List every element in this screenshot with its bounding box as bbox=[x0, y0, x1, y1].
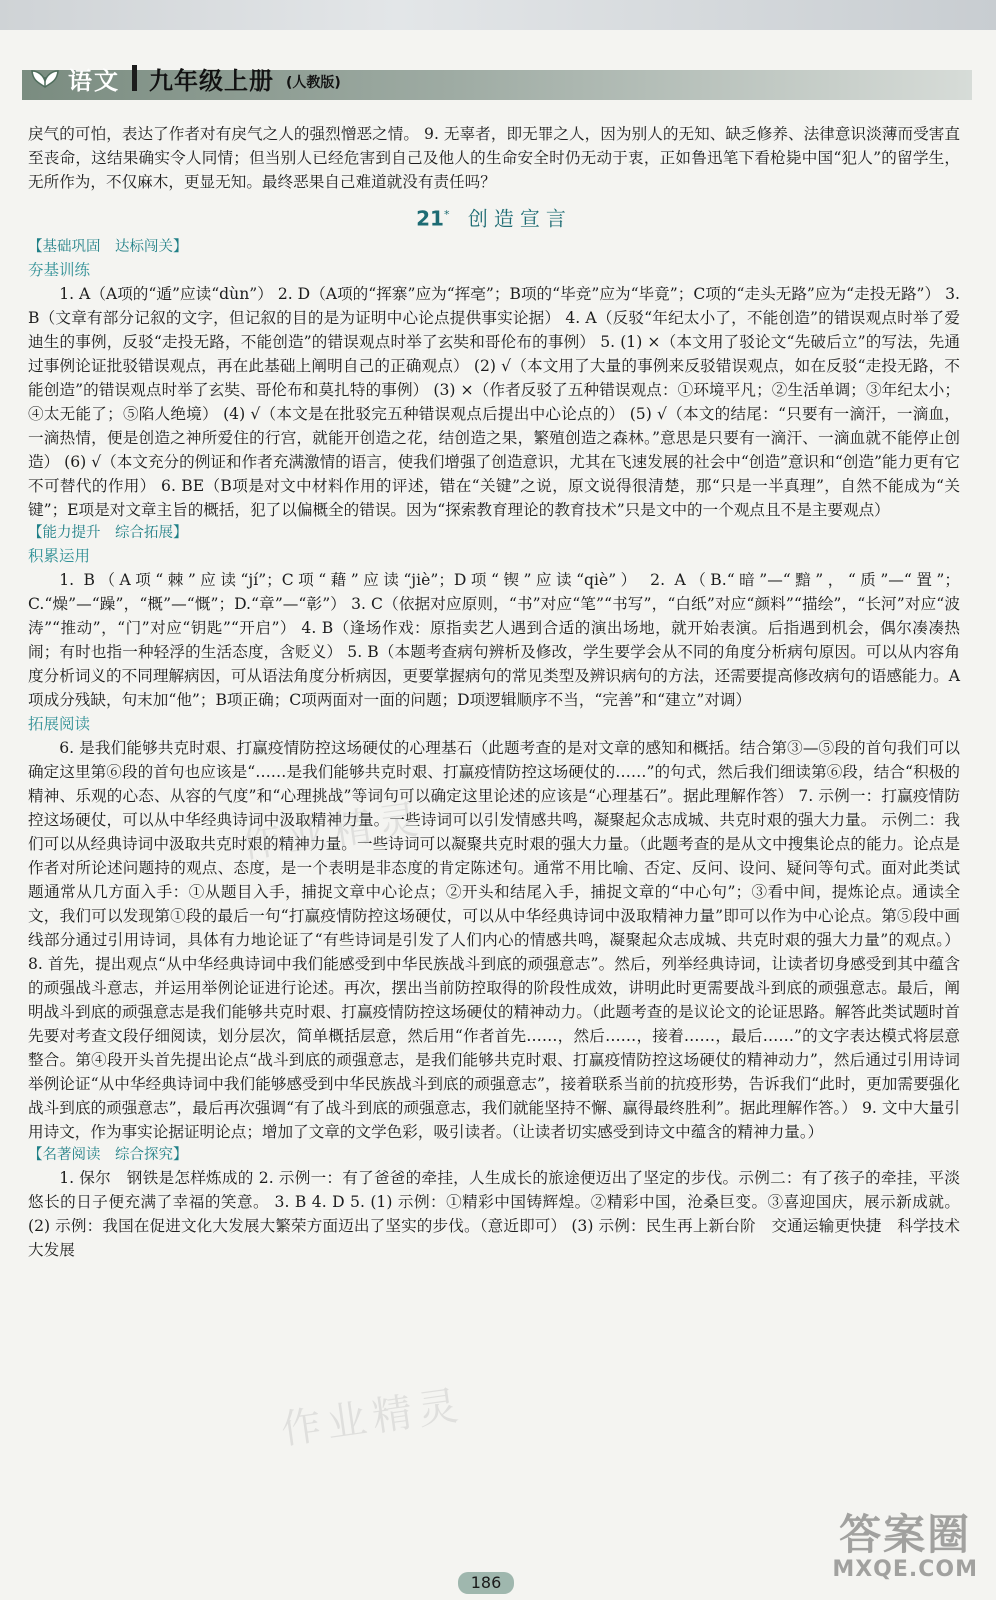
intro-paragraph: 戾气的可怕，表达了作者对有戾气之人的强烈憎恶之情。 9. 无辜者，即无罪之人，因为别人的无知、缺乏修养、法律意识淡薄而受害直至丧命，这结果确实令人同情；但当别人已经危害到自己及他人的生命安全时仍无动于衷，正如鲁迅笔下看枪毙中国“犯人”的留学生，无所作为，不仅麻木，更显无知。最终恶果自己难道就没有责任吗？ bbox=[28, 125, 960, 191]
page-number: 186 bbox=[458, 1572, 514, 1594]
top-band bbox=[0, 0, 996, 30]
site-logo bbox=[832, 1512, 978, 1582]
sub-head-training: 夯基训练 bbox=[28, 260, 91, 279]
header-separator bbox=[132, 65, 137, 91]
watermark: 作业精灵 bbox=[278, 1382, 467, 1454]
answers-reading: 6. 是我们能够共克时艰、打赢疫情防控这场硬仗的心理基石（此题考查的是对文章的感知和概括。结合第③—⑤段的首句我们可以确定这里第⑥段的首句也应该是“……是我们能够共克时艰、打赢疫情防控这场硬仗的……”的句式，然后我们细读第⑥段，结合“积极的精神、乐观的心态、从容的气度”和“心理挑战”等词句可以确定这里论述的应该是“心理基石”。据此理解作答） 7. 示例一：打赢疫情防控这场硬仗，可以从中华经典诗词中汲取精神力量。一些诗词可以引发情感共鸣，凝聚起众志成城、共克时艰的强大力量。 示例二：我们可以从经典诗词中汲取共克时艰的精神力量。一些诗词可以凝聚共克时艰的强大力量。（此题考查的是从文中搜集论点的能力。论点是作者对所论述问题持的观点、态度，是一个表明是非态度的肯定陈述句。通常不用比喻、否定、反问、设问、疑问等句式。面对此类试题通常从几方面入手：①从题目入手，捕捉文章中心论点；②开头和结尾入手，捕捉文章的“中心句”；③看中间，提炼论点。通读全文，我们可以发现第①段的最后一句“打赢疫情防控这场硬仗，可以从中华经典诗词中汲取精神力量”即可以作为中心论点。第⑤段中画线部分通过引用诗词，具体有力地论证了“有些诗词是引发了人们内心的情感共鸣，凝聚起众志成城、共克时艰的强大力量”的观点。） 8. 首先，提出观点“从中华经典诗词中我们能感受到中华民族战斗到底的顽强意志”。然后，列举经典诗词，让读者切身感受到其中蕴含的顽强战斗意志，并运用举例论证进行论述。再次，摆出当前防控取得的阶段性成效，讲明此时更需要战斗到底的顽强意志。最后，阐明战斗到底的顽强意志是我们能够共克时艰、打赢疫情防控这场硬仗的精神动力。（此题考查的是议论文的论证思路。解答此类试题时首先要对考查文段仔细阅读，划分层次，简单概括层意，然后用“作者首先……，然后……，接着……，最后……”的文字表达模式将层意整合。第④段开头首先提出论点“战斗到底的顽强意志，是我们能够共克时艰、打赢疫情防控这场硬仗的精神动力”，然后通过引用诗词举例论证“从中华经典诗词中我们能够感受到中华民族战斗到底的顽强意志”，接着联系当前的抗疫形势，告诉我们“此时，更加需要强化战斗到底的顽强意志”，最后再次强调“有了战斗到底的顽强意志，我们就能坚持不懈、赢得最终胜利”。据此理解作答。） 9. 文中大量引用诗文，作为事实论据证明论点；增加了文章的文学色彩，吸引读者。（让读者切实感受到诗文中蕴含的精神力量。） bbox=[28, 738, 960, 1141]
watermark: 作业精灵 bbox=[238, 796, 427, 868]
section-head-ability: 【能力提升 综合拓展】 bbox=[28, 524, 188, 541]
site-logo-en: MXQE.COM bbox=[832, 1557, 978, 1582]
grade-label: 九年级上册 bbox=[149, 66, 274, 95]
subject-label: 语文 bbox=[68, 66, 120, 95]
edition-label: (人教版) bbox=[286, 75, 341, 91]
answers-classics: 1. 保尔 钢铁是怎样炼成的 2. 示例一：有了爸爸的牵挂，人生成长的旅途便迈出了坚定的步伐。示例二：有了孩子的牵挂，平淡悠长的日子便充满了幸福的笑意。 3. B 4. D 5. (1) 示例：①精彩中国铸辉煌。②精彩中国，沧桑巨变。③喜迎国庆，展示新成就。 (2) 示例：我国在促进文化大发展大繁荣方面迈出了坚实的步伐。（意近即可） (3) 示例：民生再上新台阶 交通运输更快捷 科学技术大发展 bbox=[28, 1168, 960, 1259]
chapter-title bbox=[28, 198, 960, 236]
sub-head-accumulate: 积累运用 bbox=[28, 546, 91, 565]
answers-basic: 1. A（A项的“遁”应读“dùn”） 2. D（A项的“挥寨”应为“挥亳”；B项的“毕竞”应为“毕竟”；C项的“走头无路”应为“走投无路”） 3. B（文章有部分记叙的文字，但记叙的目的是为证明中心论点提供事实论据） 4. A（反驳“年纪太小了，不能创造”的错误观点时举了爱迪生的事例，反驳“走投无路，不能创造”的错误观点时举了玄奘和哥伦布的事例） 5. (1) ×（本文用了驳论文“先破后立”的写法，先通过事例论证批驳错误观点，再在此基础上阐明自己的正确观点） (2) √（本文用了大量的事例来反驳错误观点，如在反驳“走投无路，不能创造”的错误观点时举了玄奘、哥伦布和莫扎特的事例） (3) ×（作者反驳了五种错误观点：①环境平凡；②生活单调；③年纪太小；④太无能了；⑤陷人绝境） (4) √（本文是在批驳完五种错误观点后提出中心论点的） (5) √（本文的结尾：“只要有一滴汗，一滴血，一滴热情，便是创造之神所爱住的行宫，就能开创造之花，结创造之果，繁殖创造之森林。”意思是只要有一滴汗、一滴血就不能停止创造） (6) √（本文充分的例证和作者充满激情的语言，使我们增强了创造意识，尤其在飞速发展的社会中“创造”意识和“创造”能力更有它不可替代的作用） 6. BE（B项是对文中材料作用的评述，错在“关键”之说，原文说得很清楚，那“只是一半真理”，自然不能成为“关键”；E项是对文章主旨的概括，犯了以偏概全的错误。因为“探索教育理论的教育技术”只是文中的一个观点且不是主要观点） bbox=[28, 284, 960, 519]
chapter-star: * bbox=[443, 208, 456, 221]
chapter-name: 创造宣言 bbox=[467, 206, 572, 231]
site-logo-cn: 答案圈 bbox=[839, 1510, 972, 1559]
answers-accumulate: 1. B（A项“棘”应读“jí”；C项“藉”应读“jiè”；D项“锲”应读“qiè”） 2. A（B.“暗”—“黯”，“质”—“置”；C.“燥”—“躁”，“概”—“慨”；D.“章”—“彰”） 3. C（依据对应原则，“书”对应“笔”“书写”，“白纸”对应“颜料”“描绘”，“长河”对应“波涛”“推动”，“门”对应“钥匙”“开启”） 4. B（逢场作戏：原指卖艺人遇到合适的演出场地，就开始表演。后指遇到机会，偶尔凑凑热闹；有时也指一种轻浮的生活态度，含贬义） 5. B（本题考查病句辨析及修改，学生要学会从不同的角度分析病句原因。可以从内容角度分析词义的不同理解病因，可从语法角度分析病因，更要掌握病句的常见类型及辨识病句的方法，还需要提高修改病句的语感能力。A项成分残缺，句末加“他”；B项正确；C项两面对一面的问题；D项逻辑顺序不当，“完善”和“建立”对调） bbox=[28, 570, 960, 709]
chapter-number: 21 bbox=[416, 206, 444, 231]
section-head-basic: 【基础巩固 达标闯关】 bbox=[28, 238, 188, 255]
page-header bbox=[30, 58, 341, 98]
sub-head-reading: 拓展阅读 bbox=[28, 714, 91, 733]
page-content bbox=[28, 122, 960, 1262]
section-head-classics: 【名著阅读 综合探究】 bbox=[28, 1146, 188, 1163]
leaf-book-icon bbox=[30, 65, 60, 91]
